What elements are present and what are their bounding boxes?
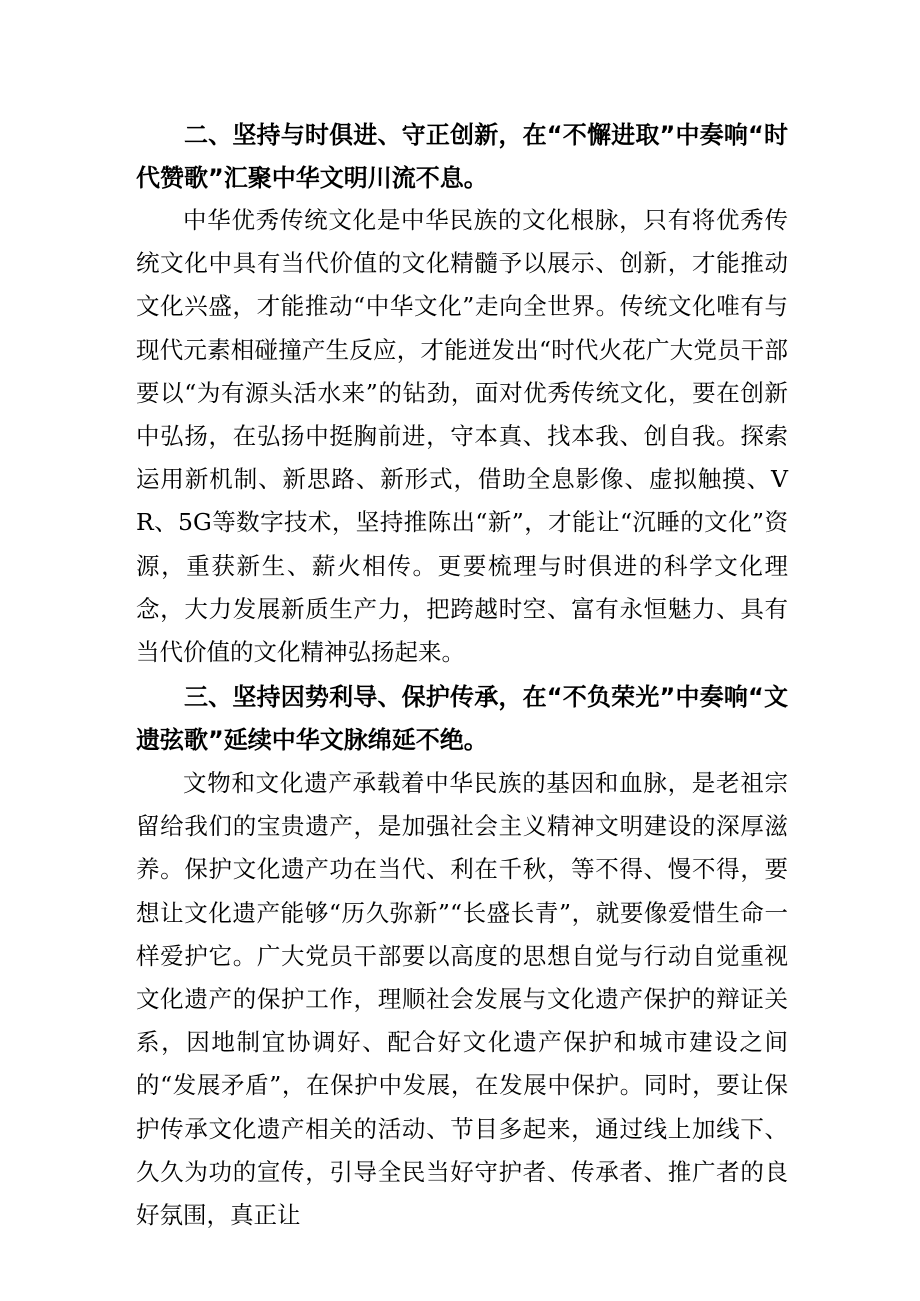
section-3-paragraph: 文物和文化遗产承载着中华民族的基因和血脉，是老祖宗留给我们的宝贵遗产，是加强社会主义精神文明建设的深厚滋养。保护文化遗产功在当代、利在千秋，等不得、慢不得，要想让文化遗产能够“历久弥新”“长盛长青”，就要像爱惜生命一样爱护它。广大党员干部要以高度的思想自觉与行动自觉重视文化遗产的保护工作，理顺社会发展与文化遗产保护的辩证关系，因地制宜协调好、配合好文化遗产保护和城市建设之间的“发展矛盾”，在保护中发展，在发展中保护。同时，要让保护传承文化遗产相关的活动、节目多起来，通过线上加线下、久久为功的宣传，引导全民当好守护者、传承者、推广者的良好氛围，真正让 bbox=[136, 769, 788, 1230]
section-2-heading: 二、坚持与时俱进、守正创新，在“不懈进取”中奏响“时代赞歌”汇聚中华文明川流不息。 bbox=[136, 121, 788, 192]
section-3-heading: 三、坚持因势利导、保护传承，在“不负荣光”中奏响“文遗弦歌”延续中华文脉绵延不绝。 bbox=[136, 683, 788, 754]
section-2-paragraph: 中华优秀传统文化是中华民族的文化根脉，只有将优秀传统文化中具有当代价值的文化精髓予以展示、创新，才能推动文化兴盛，才能推动“中华文化”走向全世界。传统文化唯有与现代元素相碰撞产生反应，才能迸发出“时代火花广大党员干部要以“为有源头活水来”的钻劲，面对优秀传统文化，要在创新中弘扬，在弘扬中挺胸前进，守本真、找本我、创自我。探索运用新机制、新思路、新形式，借助全息影像、虚拟触摸、VR、5G等数字技术，坚持推陈出“新”，才能让“沉睡的文化”资源，重获新生、薪火相传。更要梳理与时俱进的科学文化理念，大力发展新质生产力，把跨越时空、富有永恒魅力、具有当代价值的文化精神弘扬起来。 bbox=[136, 206, 788, 667]
